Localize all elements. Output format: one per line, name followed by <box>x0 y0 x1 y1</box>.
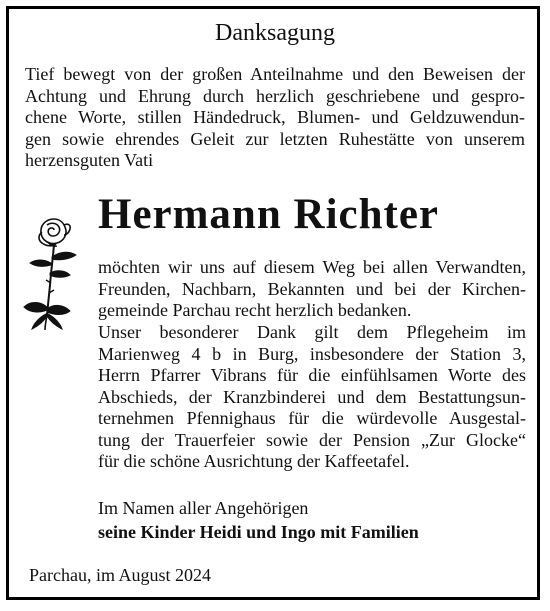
special-thanks-line: Abschieds, der Kranzbinderei und dem Bestattungsun- <box>98 386 526 407</box>
special-thanks-line: Unser besonderer Dank gilt dem Pflegeheim im <box>98 322 526 342</box>
special-thanks-line: für die schöne Ausrichtung der Kaffeetafel. <box>98 451 410 471</box>
deceased-name: Hermann Richter <box>98 191 440 238</box>
intro-line: Achtung und Ehrung durch herzlich geschriebene und gespro- <box>25 85 525 106</box>
intro-line: gen sowie ehrendes Geleit zur letzten Ruhestätte von unserem <box>25 128 525 149</box>
notice-heading: Danksagung <box>215 20 335 46</box>
thanks-line: möchten wir uns auf diesem Weg bei allen Verwandten, <box>98 257 526 277</box>
intro-line: herzensguten Vati <box>25 150 154 170</box>
intro-line: chene Worte, stillen Händedruck, Blumen- und Geldzuwendun- <box>25 107 525 127</box>
intro-paragraph <box>25 64 525 172</box>
thanks-line: gemeinde Parchau recht herzlich bedanken. <box>98 300 412 320</box>
rose-icon <box>20 213 84 331</box>
special-thanks-line: Marienweg 4 b in Burg, insbesondere der Station 3, <box>98 343 526 364</box>
signature-intro: Im Namen aller Angehörigen <box>98 498 309 518</box>
special-thanks-line: Herrn Pfarrer Vibrans für die einfühlsamen Worte des <box>98 365 526 385</box>
thanks-line: Freunden, Nachbarn, Bekannten und bei der Kirchen- <box>98 278 526 299</box>
intro-line: Tief bewegt von der großen Anteilnahme und den Beweisen der <box>25 64 525 84</box>
special-thanks-paragraph <box>98 322 526 473</box>
signature-names: seine Kinder Heidi und Ingo mit Familien <box>98 522 419 542</box>
thanks-paragraph <box>98 257 526 322</box>
special-thanks-line: tung der Trauerfeier sowie der Pension „Zur Glocke“ <box>98 429 526 450</box>
place-date: Parchau, im August 2024 <box>29 565 211 585</box>
special-thanks-line: ternehmen Pfennighaus für die würdevolle Ausgestal- <box>98 408 526 428</box>
